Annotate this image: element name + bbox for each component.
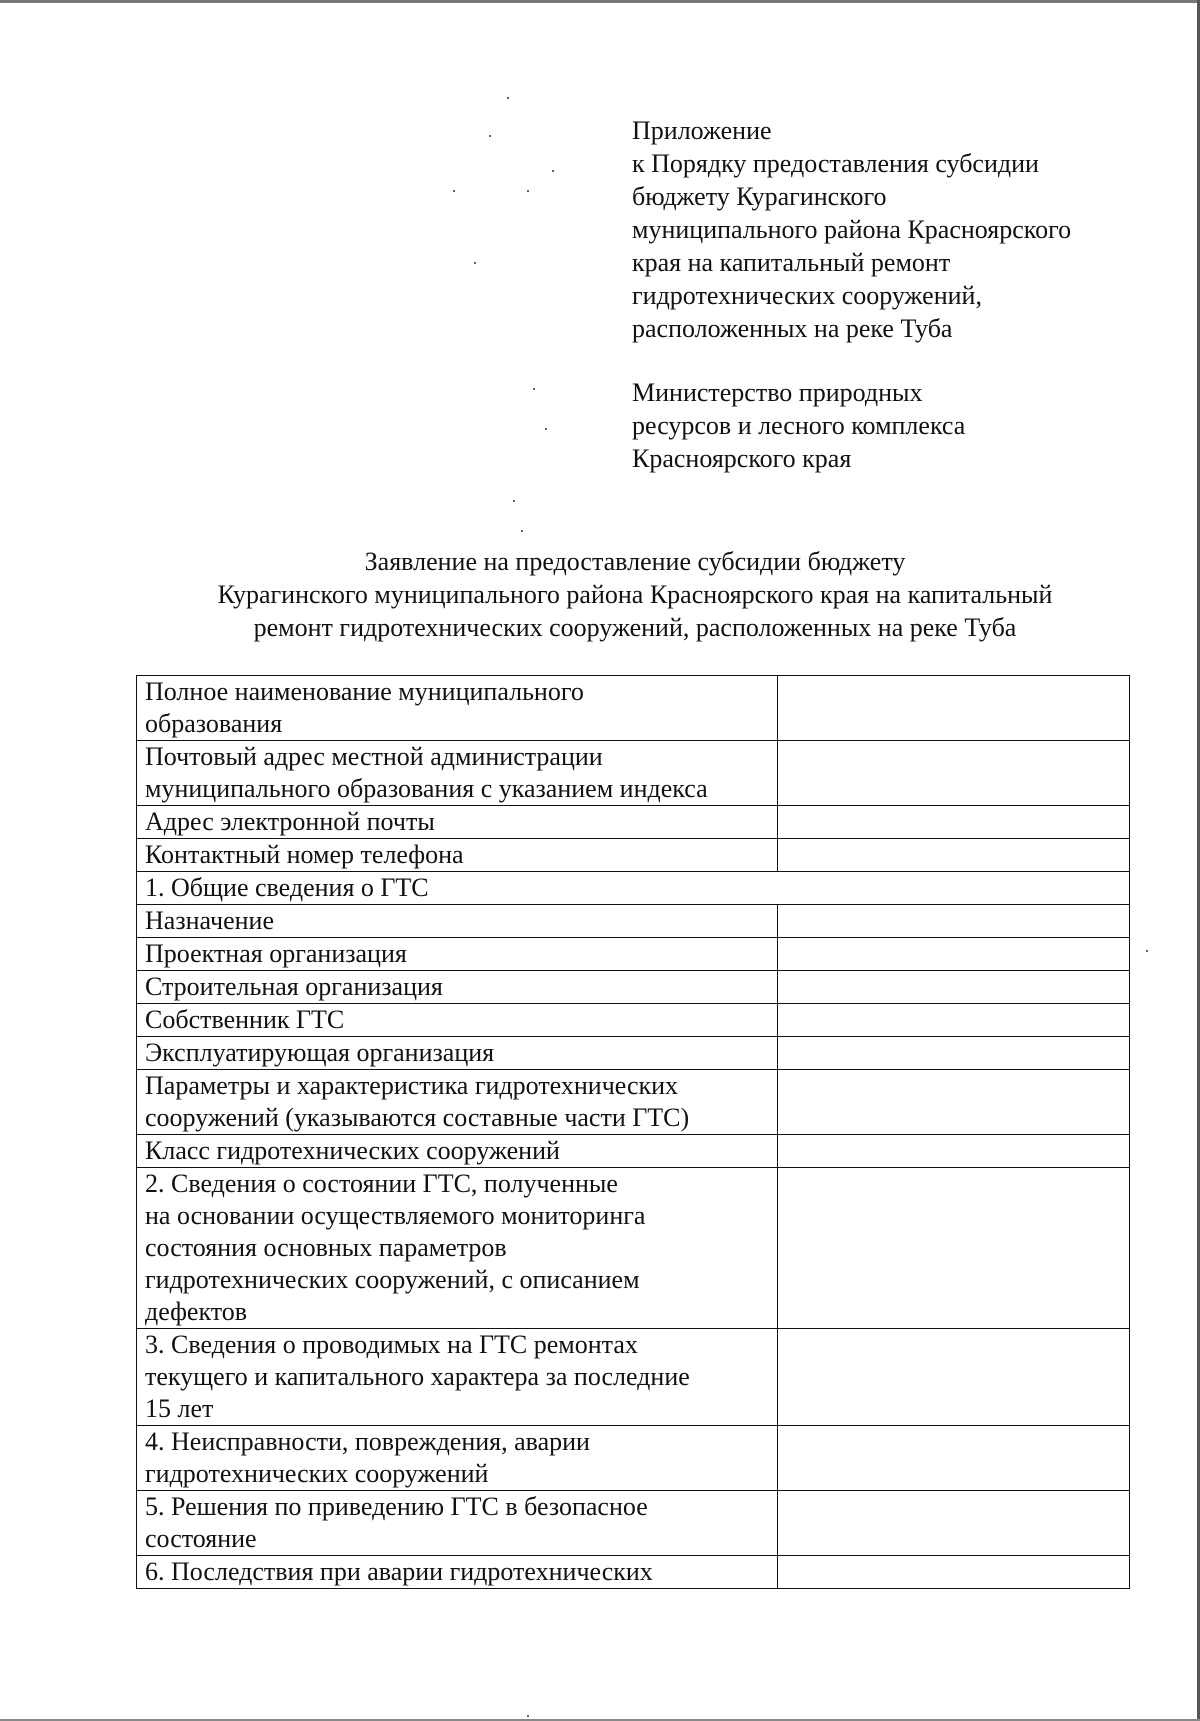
- field-label-cell: [137, 905, 778, 938]
- field-label-line: Строительная организация: [145, 972, 443, 1001]
- scan-speck: [527, 190, 529, 192]
- field-label-line: дефектов: [145, 1297, 248, 1326]
- table-row: [137, 905, 1130, 938]
- field-label-line: 3. Сведения о проводимых на ГТС ремонтах: [145, 1330, 638, 1359]
- field-label-cell: [137, 1329, 778, 1426]
- field-label-line: Адрес электронной почты: [145, 807, 435, 836]
- field-value-cell[interactable]: [777, 741, 1129, 806]
- field-label-cell: [137, 1070, 778, 1135]
- field-value-cell[interactable]: [777, 839, 1129, 872]
- scan-speck: [1146, 950, 1148, 952]
- field-label-line: состояния основных параметров: [145, 1233, 507, 1262]
- appendix-line: к Порядку предоставления субсидии: [632, 149, 1039, 178]
- appendix-heading: [632, 114, 1152, 345]
- field-value-cell[interactable]: [777, 1426, 1129, 1491]
- ministry-line: Министерство природных: [632, 378, 923, 407]
- field-label-cell: [137, 1037, 778, 1070]
- table-row: [137, 971, 1130, 1004]
- table-row: [137, 1426, 1130, 1491]
- appendix-line: края на капитальный ремонт: [632, 248, 951, 277]
- appendix-line: Приложение: [632, 116, 772, 145]
- table-row: [137, 741, 1130, 806]
- section-header-cell: [137, 872, 1130, 905]
- field-label-cell: [137, 971, 778, 1004]
- field-label-line: 4. Неисправности, повреждения, аварии: [145, 1427, 590, 1456]
- field-label-cell: [137, 1135, 778, 1168]
- field-label-cell: [137, 839, 778, 872]
- scan-speck: [533, 388, 535, 390]
- addressee-ministry: [632, 376, 1152, 475]
- field-label-line: Назначение: [145, 906, 274, 935]
- scan-speck: [489, 135, 491, 137]
- field-label-line: гидротехнических сооружений, с описанием: [145, 1265, 640, 1294]
- table-row: [137, 1037, 1130, 1070]
- scan-speck: [521, 530, 523, 532]
- scan-speck: [507, 97, 509, 99]
- field-label-line: Собственник ГТС: [145, 1005, 345, 1034]
- appendix-line: расположенных на реке Туба: [632, 314, 953, 343]
- field-value-cell[interactable]: [777, 938, 1129, 971]
- field-label-line: Контактный номер телефона: [145, 840, 464, 869]
- table-row: [137, 676, 1130, 741]
- field-label-line: Полное наименование муниципального: [145, 677, 584, 706]
- appendix-line: муниципального района Красноярского: [632, 215, 1072, 244]
- field-label-cell: [137, 1426, 778, 1491]
- title-line: Курагинского муниципального района Красноярского края на капитальный: [217, 580, 1053, 609]
- scan-speck: [552, 170, 554, 172]
- field-value-cell[interactable]: [777, 1004, 1129, 1037]
- field-label-line: 15 лет: [145, 1394, 214, 1423]
- table-row: [137, 938, 1130, 971]
- field-value-cell[interactable]: [777, 1070, 1129, 1135]
- title-line: Заявление на предоставление субсидии бюджету: [364, 547, 906, 576]
- document-title: [100, 545, 1170, 644]
- field-value-cell[interactable]: [777, 1168, 1129, 1329]
- appendix-line: бюджету Курагинского: [632, 182, 887, 211]
- table-row: [137, 1329, 1130, 1426]
- section-header-row: [137, 872, 1130, 905]
- field-label-cell: [137, 806, 778, 839]
- table-row: [137, 1004, 1130, 1037]
- table-row: [137, 1070, 1130, 1135]
- ministry-line: ресурсов и лесного комплекса: [632, 411, 966, 440]
- scan-speck: [527, 1715, 529, 1717]
- field-label-cell: [137, 1168, 778, 1329]
- scan-speck: [545, 428, 547, 430]
- field-label-cell: [137, 938, 778, 971]
- field-label-line: Класс гидротехнических сооружений: [145, 1136, 560, 1165]
- title-line: ремонт гидротехнических сооружений, расположенных на реке Туба: [253, 613, 1017, 642]
- scan-speck: [453, 190, 455, 192]
- field-label-line: Параметры и характеристика гидротехнических: [145, 1071, 679, 1100]
- field-value-cell[interactable]: [777, 971, 1129, 1004]
- table-row: [137, 1556, 1130, 1589]
- field-value-cell[interactable]: [777, 1135, 1129, 1168]
- field-label-line: состояние: [145, 1524, 257, 1553]
- field-label-line: муниципального образования с указанием индекса: [145, 774, 708, 803]
- field-label-line: 2. Сведения о состоянии ГТС, полученные: [145, 1169, 618, 1198]
- field-label-line: на основании осуществляемого мониторинга: [145, 1201, 646, 1230]
- scan-speck: [513, 500, 515, 502]
- table-row: [137, 806, 1130, 839]
- field-value-cell[interactable]: [777, 676, 1129, 741]
- appendix-line: гидротехнических сооружений,: [632, 281, 982, 310]
- field-value-cell[interactable]: [777, 1037, 1129, 1070]
- field-value-cell[interactable]: [777, 806, 1129, 839]
- field-label-cell: [137, 1491, 778, 1556]
- table-row: [137, 839, 1130, 872]
- application-form-table: [136, 675, 1130, 1589]
- field-label-cell: [137, 741, 778, 806]
- scan-border-top: [0, 0, 1200, 3]
- field-label-line: Почтовый адрес местной администрации: [145, 742, 603, 771]
- table-row: [137, 1491, 1130, 1556]
- field-label-line: Эксплуатирующая организация: [145, 1038, 495, 1067]
- field-label-line: 1. Общие сведения о ГТС: [145, 873, 429, 902]
- field-value-cell[interactable]: [777, 1556, 1129, 1589]
- field-label-line: сооружений (указываются составные части ГТС): [145, 1103, 690, 1132]
- form-table-body: [137, 676, 1130, 1589]
- field-value-cell[interactable]: [777, 1491, 1129, 1556]
- field-label-line: образования: [145, 709, 283, 738]
- table-row: [137, 1135, 1130, 1168]
- field-label-line: 5. Решения по приведению ГТС в безопасное: [145, 1492, 648, 1521]
- field-label-line: Проектная организация: [145, 939, 407, 968]
- field-value-cell[interactable]: [777, 1329, 1129, 1426]
- field-label-line: 6. Последствия при аварии гидротехнических: [145, 1557, 653, 1586]
- field-label-line: текущего и капитального характера за последние: [145, 1362, 690, 1391]
- scan-speck: [474, 262, 476, 264]
- field-label-cell: [137, 1004, 778, 1037]
- field-label-cell: [137, 676, 778, 741]
- field-value-cell[interactable]: [777, 905, 1129, 938]
- table-row: [137, 1168, 1130, 1329]
- field-label-line: гидротехнических сооружений: [145, 1459, 489, 1488]
- appendix-block: [632, 114, 1152, 475]
- field-label-cell: [137, 1556, 778, 1589]
- ministry-line: Красноярского края: [632, 444, 852, 473]
